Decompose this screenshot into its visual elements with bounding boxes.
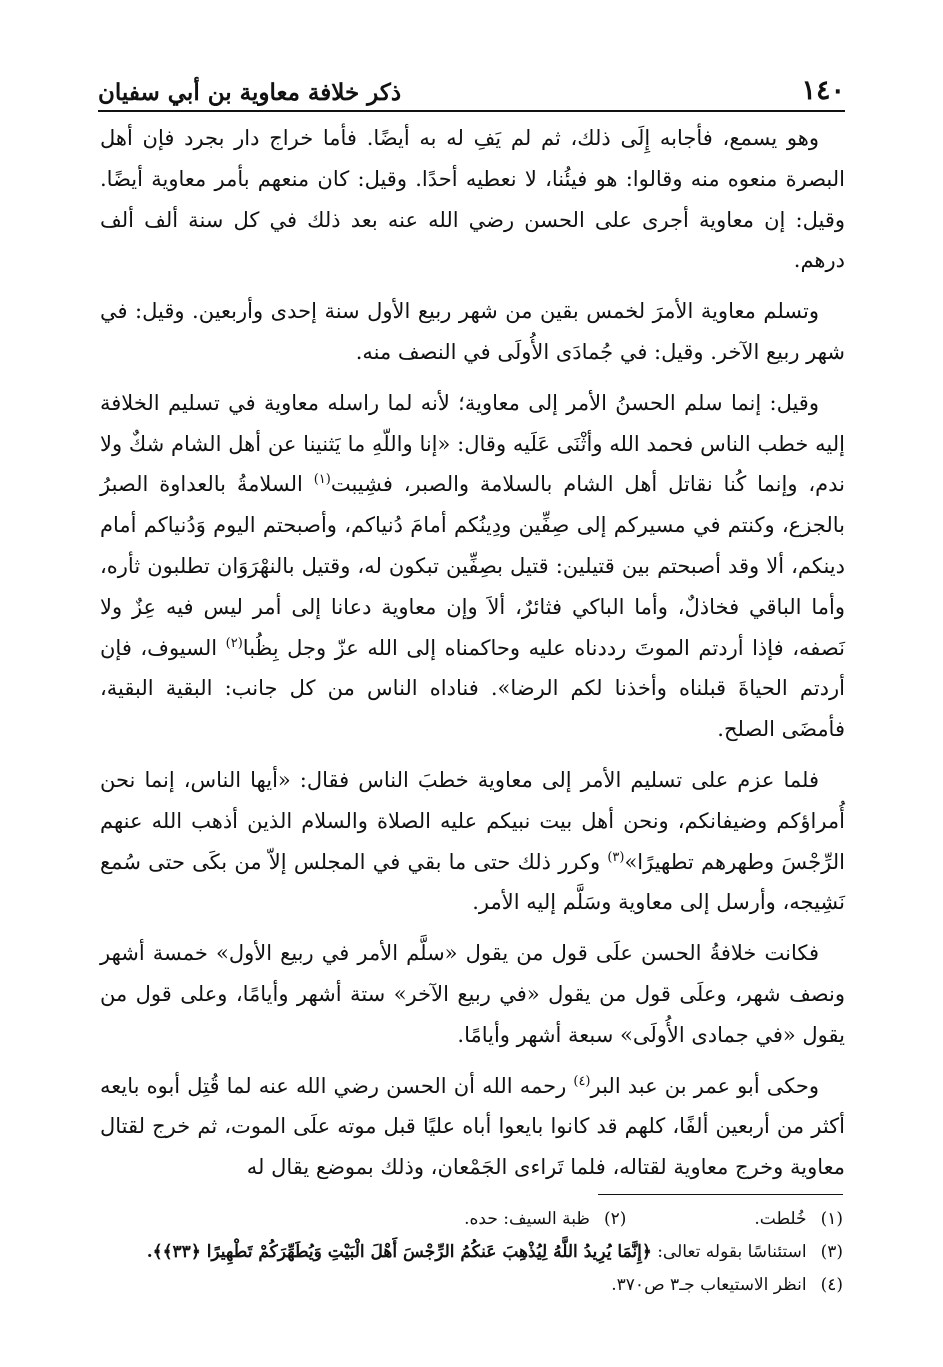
paragraph-text: السيوف، فإن أردتم الحياةَ قبلناه وأخذنا لكم الرضا». فناداه الناس من كل جانب: البقية البقية، فأمضَى الصلح. — [100, 635, 845, 742]
footnote-reference: (٢) — [225, 635, 243, 651]
paragraph-text: وهو يسمع، فأجابه إِلَى ذلك، ثم لم يَفِ له به أيضًا. فأما خراج دار بجرد فإن أهل البصرة منعوه منه وقالوا: هو فيئُنا، لا نعطيه أحدًا. وقيل: كان منعهم بأمر معاوية أيضًا. وقيل: إن معاوية أجرى على الحسن رضي الله عنه بعد ذلك في كل سنة ألف ألف درهم. — [100, 126, 845, 273]
paragraph — [100, 383, 845, 750]
footnote-text: ظبة السيف: حده. — [464, 1209, 590, 1229]
footnote-divider — [598, 1194, 843, 1195]
footnote-row — [100, 1269, 843, 1302]
footnote-number: (١) — [820, 1209, 843, 1229]
footnote-reference: (٣) — [607, 849, 625, 865]
footnote-number: (٣) — [820, 1242, 843, 1262]
footnote-2 — [464, 1203, 626, 1236]
paragraph — [100, 933, 845, 1055]
paragraph-text: فلما عزم على تسليم الأمر إلى معاوية خطبَ الناس فقال: «أيها الناس، إنما نحن أُمراؤكم وضيفانكم، ونحن أهل بيت نبيكم عليه الصلاة والسلام الذين أذهب الله عنهم الرِّجْسَ وطهرهم تطهيرًا» — [100, 767, 845, 874]
footnote-row — [100, 1236, 843, 1269]
footnote-reference: (١) — [313, 472, 331, 488]
footnote-text: انظر الاستيعاب جـ٣ ص٣٧٠. — [611, 1275, 807, 1295]
footnotes — [100, 1203, 843, 1302]
footnote-4 — [611, 1269, 843, 1302]
footnote-3 — [147, 1236, 843, 1269]
footnote-row — [100, 1203, 843, 1236]
paragraph — [100, 1066, 845, 1188]
paragraph — [100, 760, 845, 923]
paragraph-text: وكرر ذلك حتى ما بقي في المجلس إلاّ من بكَى حتى سُمع نَشِيجه، وأرسل إلى معاوية وسَلَّم إليه الأمر. — [100, 849, 845, 915]
footnote-text-intro: استئناسًا بقوله تعالى: — [657, 1242, 807, 1262]
footnote-reference: (٤) — [573, 1073, 591, 1089]
footnote-number: (٤) — [820, 1275, 843, 1295]
paragraph-text: وقيل: إنما سلم الحسنُ الأمر إلى معاوية؛ لأنه لما راسله معاوية في تسليم الخلافة إليه خطب الناس فحمد الله وأثْنَى عَلَيه وقال: «إنا واللّهِ ما يَثنينا عن أهل الشام شكٌ ولا ندم، وإنما كُنا نقاتل أهل الشام بالسلامة والصبر، فشِيبت — [100, 390, 846, 497]
running-title: ذكر خلافة معاوية بن أبي سفيان — [98, 79, 402, 106]
page-header — [98, 62, 845, 112]
page-number: ١٤٠ — [801, 75, 845, 106]
quran-verse: ﴿إِنَّمَا يُرِيدُ اللَّهُ لِيُذْهِبَ عَنكُمُ الرِّجْسَ أَهْلَ الْبَيْتِ وَيُطَهِّرَكُمْ تَطْهِيرًا ﴿٣٣﴾﴾. — [146, 1242, 652, 1262]
paragraph-text: رحمه الله أن الحسن رضي الله عنه لما قُتِل أبوه بايعه أكثر من أربعين ألفًا، كلهم قد كانوا بايعوا أباه عليًا قبل موته علَى الموت، ثم خرج لقتال معاوية وخرج معاوية لقتاله، فلما تَراءى الجَمْعان، وذلك بموضع يقال له — [100, 1073, 845, 1180]
paragraph-text: السلامةُ بالعداوة الصبرُ بالجزع، وكنتم في مسيركم إلى صِفِّين ودِينُكم أمامَ دُنياكم، وأصبحتم اليوم وَدُنياكم أمام دينكم، ألا وقد أصبحتم بين قتيلين: قتيل بصِفِّين تبكون له، وقتيل بالنهْرَوَان تطلبون ثأره، وأما الباقي فخاذلٌ، وأما الباكي فثائرٌ، ألاَ وإن معاوية دعانا إلى أمر ليس فيه عِزٌ ولا نَصفه، فإذا أردتم الموتَ رددناه عليه وحاكمناه إلى الله عزّ وجل بِظُبا — [100, 472, 845, 660]
footnote-text: خُلطت. — [754, 1209, 807, 1229]
footnote-number: (٢) — [603, 1209, 627, 1229]
footnote-1 — [754, 1203, 843, 1236]
footnote-text — [147, 1236, 807, 1269]
body-text — [100, 118, 845, 1198]
paragraph — [100, 291, 845, 373]
paragraph-text: فكانت خلافةُ الحسن علَى قول من يقول «سلَّم الأمر في ربيع الأول» خمسة أشهر ونصف شهر، وعلَى قول من يقول «في ربيع الآخر» ستة أشهر وأيامًا، وعلى قول من يقول «في جمادى الأُولَى» سبعة أشهر وأيامًا. — [100, 941, 845, 1047]
paragraph — [100, 118, 845, 281]
paragraph-text: وحكى أبو عمر بن عبد البر — [590, 1073, 819, 1098]
paragraph-text: وتسلم معاوية الأمرَ لخمس بقين من شهر ربيع الأول سنة إحدى وأربعين. وقيل: في شهر ربيع الآخر. وقيل: في جُمادَى الأُولَى في النصف منه. — [100, 299, 845, 364]
